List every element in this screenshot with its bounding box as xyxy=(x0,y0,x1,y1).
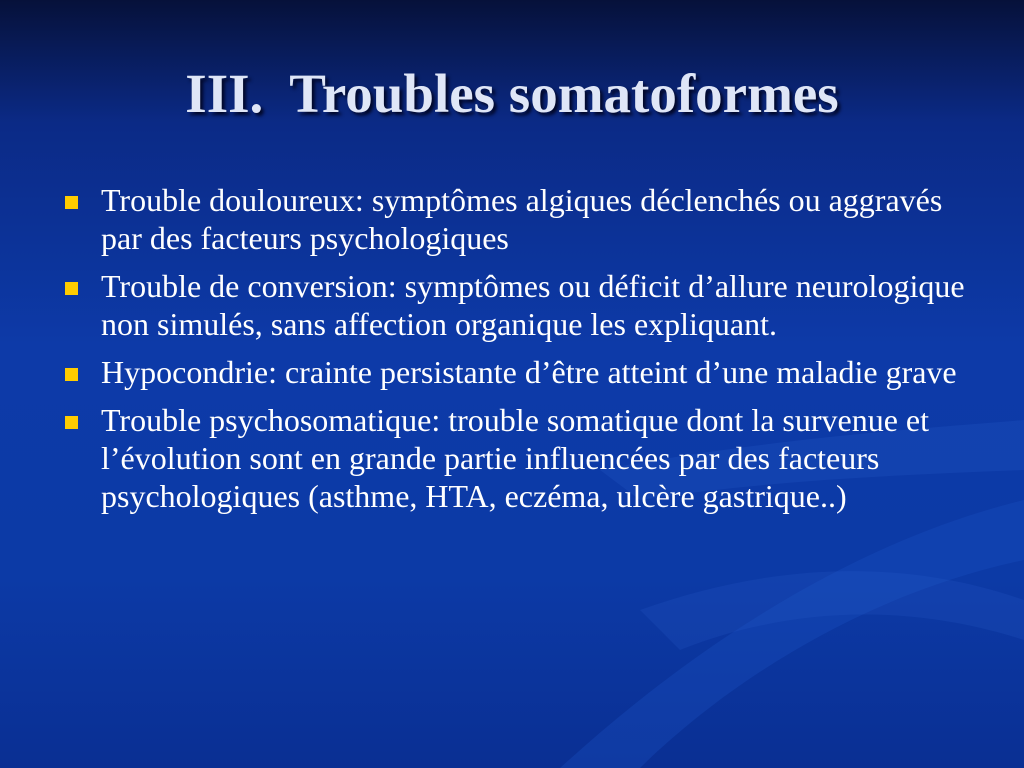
bullet-item xyxy=(62,401,974,515)
bullet-item xyxy=(62,181,974,257)
bullet-text: Trouble de conversion: symptômes ou déficit d’allure neurologique non simulés, sans affection organique les expliquant. xyxy=(101,268,965,342)
bullet-item xyxy=(62,267,974,343)
bullet-text: Hypocondrie: crainte persistante d’être atteint d’une maladie grave xyxy=(101,354,957,390)
title-container xyxy=(0,62,1024,125)
bullet-list xyxy=(62,181,974,525)
square-bullet-icon xyxy=(65,196,78,209)
square-bullet-icon xyxy=(65,416,78,429)
bullet-text: Trouble psychosomatique: trouble somatique dont la survenue et l’évolution sont en grande partie influencées par des facteurs psychologiques (asthme, HTA, eczéma, ulcère gastrique..) xyxy=(101,402,930,514)
title-number: III. xyxy=(185,63,264,124)
square-bullet-icon xyxy=(65,282,78,295)
square-bullet-icon xyxy=(65,368,78,381)
title-text: Troubles somatoformes xyxy=(289,63,839,124)
bullet-item xyxy=(62,353,974,391)
slide-title xyxy=(185,62,838,125)
bullet-text: Trouble douloureux: symptômes algiques déclenchés ou aggravés par des facteurs psychologiques xyxy=(101,182,943,256)
